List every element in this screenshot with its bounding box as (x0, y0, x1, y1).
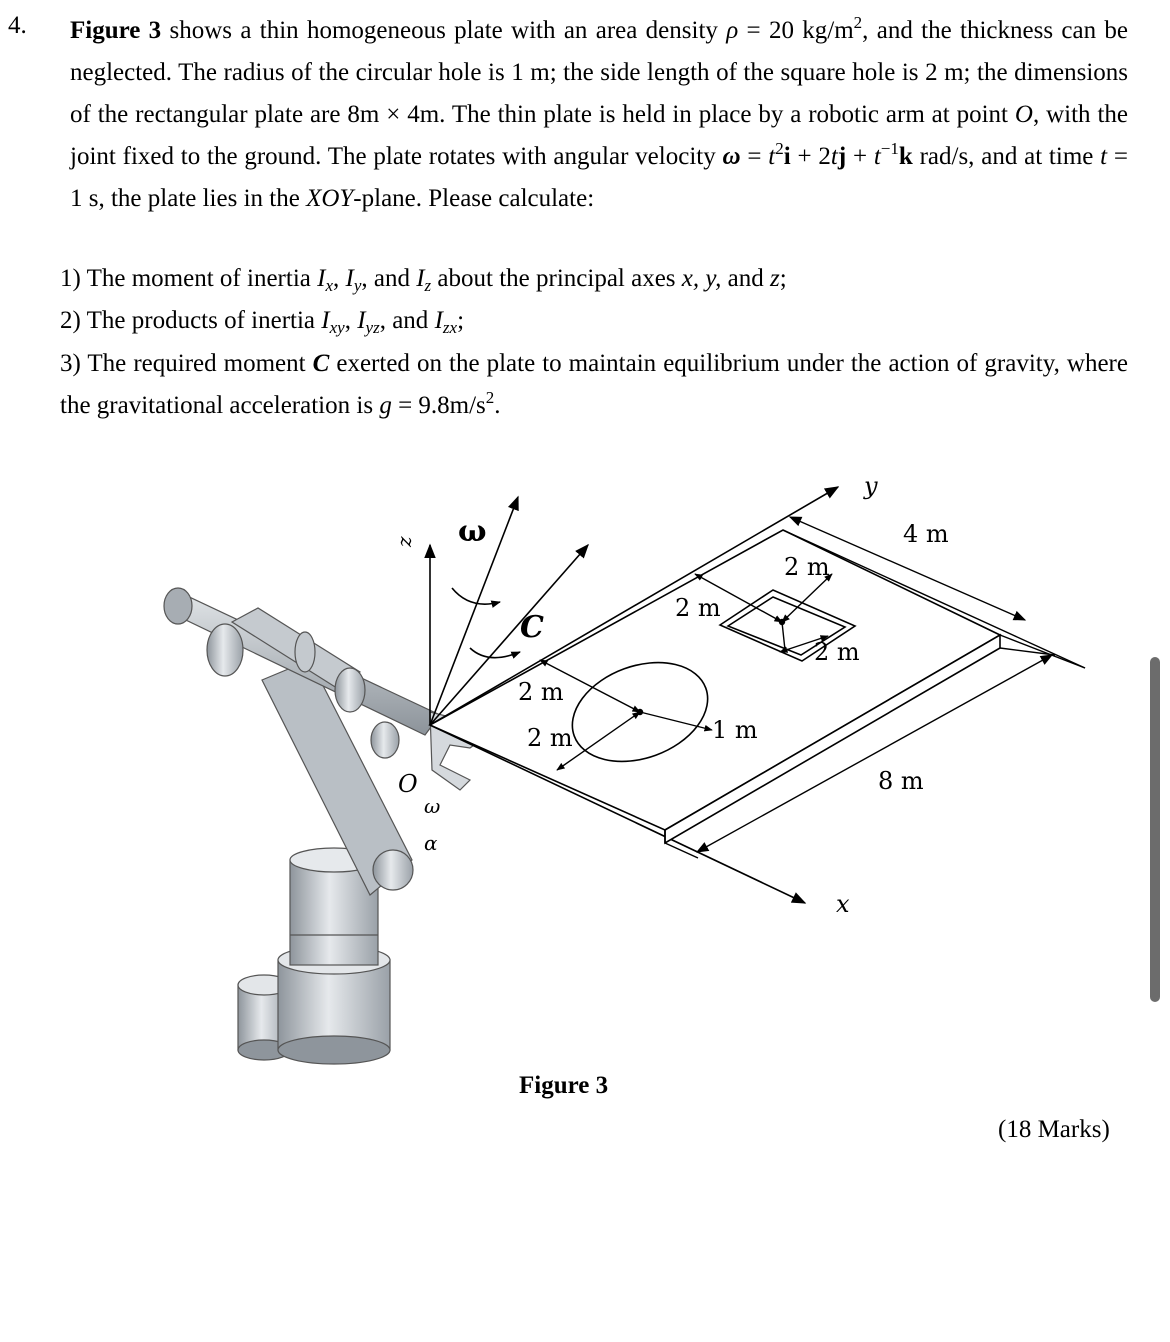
label-dim-square-right: 2 m (814, 638, 860, 666)
part1-and2: and (721, 265, 770, 292)
part2-and: , and (379, 307, 435, 334)
part1-ix-sub: x (325, 276, 333, 295)
unit-i: i (783, 143, 791, 170)
c-rotation-arc (470, 648, 520, 658)
part2-end: ; (457, 307, 465, 334)
part1-and: , and (361, 265, 417, 292)
part-2: 2) The products of inertia $I_{xy}$, $I_{yz}$, and $I_{zx}$; (60, 307, 465, 337)
part1-text-b: about the principal axes (431, 265, 682, 292)
label-dim-circle-y: 2 m (527, 724, 573, 752)
label-y: y (864, 472, 878, 500)
figure-reference: Figure 3 (70, 17, 162, 44)
omega-unit: rad/s, and at time (912, 143, 1101, 170)
part1-iy-sub: y (353, 276, 362, 295)
part2-izx-sub: zx (442, 318, 458, 337)
part2-iyz-sub: yz (365, 318, 380, 337)
part3-g: g (379, 392, 392, 419)
label-x: x (836, 890, 850, 918)
rho-symbol: ρ (726, 17, 739, 44)
part1-iy: I (345, 265, 354, 292)
part1-axis-z: z (769, 265, 780, 292)
label-dim-square-top: 2 m (784, 553, 830, 581)
unit-j: j (837, 143, 847, 170)
omega-plus2: + (846, 143, 874, 170)
label-dim-1m: 1 m (712, 716, 758, 744)
label-z: z (392, 536, 416, 547)
part1-end: ; (779, 265, 787, 292)
joint-disc-2 (371, 722, 399, 758)
omega-t2: t (830, 143, 838, 170)
time-value: = 1 s, the plate lies in the (70, 143, 1128, 212)
omega-plus1: + 2 (790, 143, 831, 170)
omega-equals: = (740, 143, 769, 170)
intro-text-2: , and the thickness can be neglected. The radius of the circular hole is 1 m; the side length of the square hole is 2 m; the dimensions of the rectangular plate are 8m × 4m. The thin plate is held in place by a robotic arm at point (70, 17, 1128, 128)
label-dim-4m: 4 m (903, 520, 949, 548)
part3-g-exponent: 2 (485, 388, 495, 407)
part1-ix: I (317, 265, 326, 292)
part2-iyz: I (357, 307, 366, 334)
label-omega: ω (458, 514, 487, 549)
label-alpha: α (424, 831, 438, 855)
joint-disc-1 (207, 624, 243, 676)
part3-text-a: 3) The required moment (60, 350, 313, 377)
robot-arm (164, 588, 488, 1064)
part3-g-value: = 9.8m/s (391, 392, 486, 419)
point-o: O (1014, 101, 1033, 128)
unit-k: k (898, 143, 913, 170)
part2-ixy: I (321, 307, 330, 334)
question-number: 4. (8, 12, 27, 39)
part-1: 1) The moment of inertia $I_x$, $I_y$, and $I_z$ about the principal axes x, y, and z; (60, 265, 787, 295)
label-dim-square-left: 2 m (675, 594, 721, 622)
omega-symbol: ω (722, 143, 741, 170)
part3-end: . (494, 392, 501, 419)
intro-text-1: shows a thin homogeneous plate with an area density (161, 17, 727, 44)
intro-text-4: -plane. Please calculate: (353, 185, 595, 212)
part-3 (60, 343, 1128, 427)
omega-t3: t (873, 143, 881, 170)
plate (430, 530, 1000, 843)
figure-caption: Figure 3 (519, 1072, 609, 1099)
label-dim-circle-x: 2 m (518, 678, 564, 706)
part2-text-a: 2) The products of inertia (60, 307, 322, 334)
label-c: C (520, 610, 544, 645)
figure-3-diagram (0, 440, 1170, 1080)
question-text (70, 10, 1128, 220)
part1-text-a: 1) The moment of inertia (60, 265, 318, 292)
label-omega-small: ω (424, 794, 441, 818)
vertical-scrollbar[interactable] (1150, 657, 1160, 1002)
rho-value: = 20 kg/m (738, 17, 854, 44)
part3-moment-c: C (312, 350, 330, 377)
label-o: O (398, 770, 418, 798)
part2-izx: I (434, 307, 443, 334)
rho-exponent: 2 (853, 13, 863, 32)
part1-axes: x, y, (681, 265, 722, 292)
part1-iz-sub: z (424, 276, 432, 295)
plane-name: XOY (306, 185, 354, 212)
omega-rotation-arc (452, 588, 500, 604)
marks-label: (18 Marks) (998, 1116, 1110, 1143)
label-dim-8m: 8 m (878, 767, 924, 795)
part2-ixy-sub: xy (329, 318, 345, 337)
omega-exp1: 2 (775, 139, 784, 158)
time-t: t (1100, 143, 1108, 170)
intro-text-3: , with the joint fixed to the ground. The plate rotates with angular velocity (70, 101, 1128, 170)
omega-exp3: −1 (880, 139, 899, 158)
part3-text-b: exerted on the plate to maintain equilibrium under the action of gravity, where the gravitational acceleration is (60, 350, 1128, 419)
omega-t1: t (768, 143, 776, 170)
part1-iz: I (416, 265, 425, 292)
